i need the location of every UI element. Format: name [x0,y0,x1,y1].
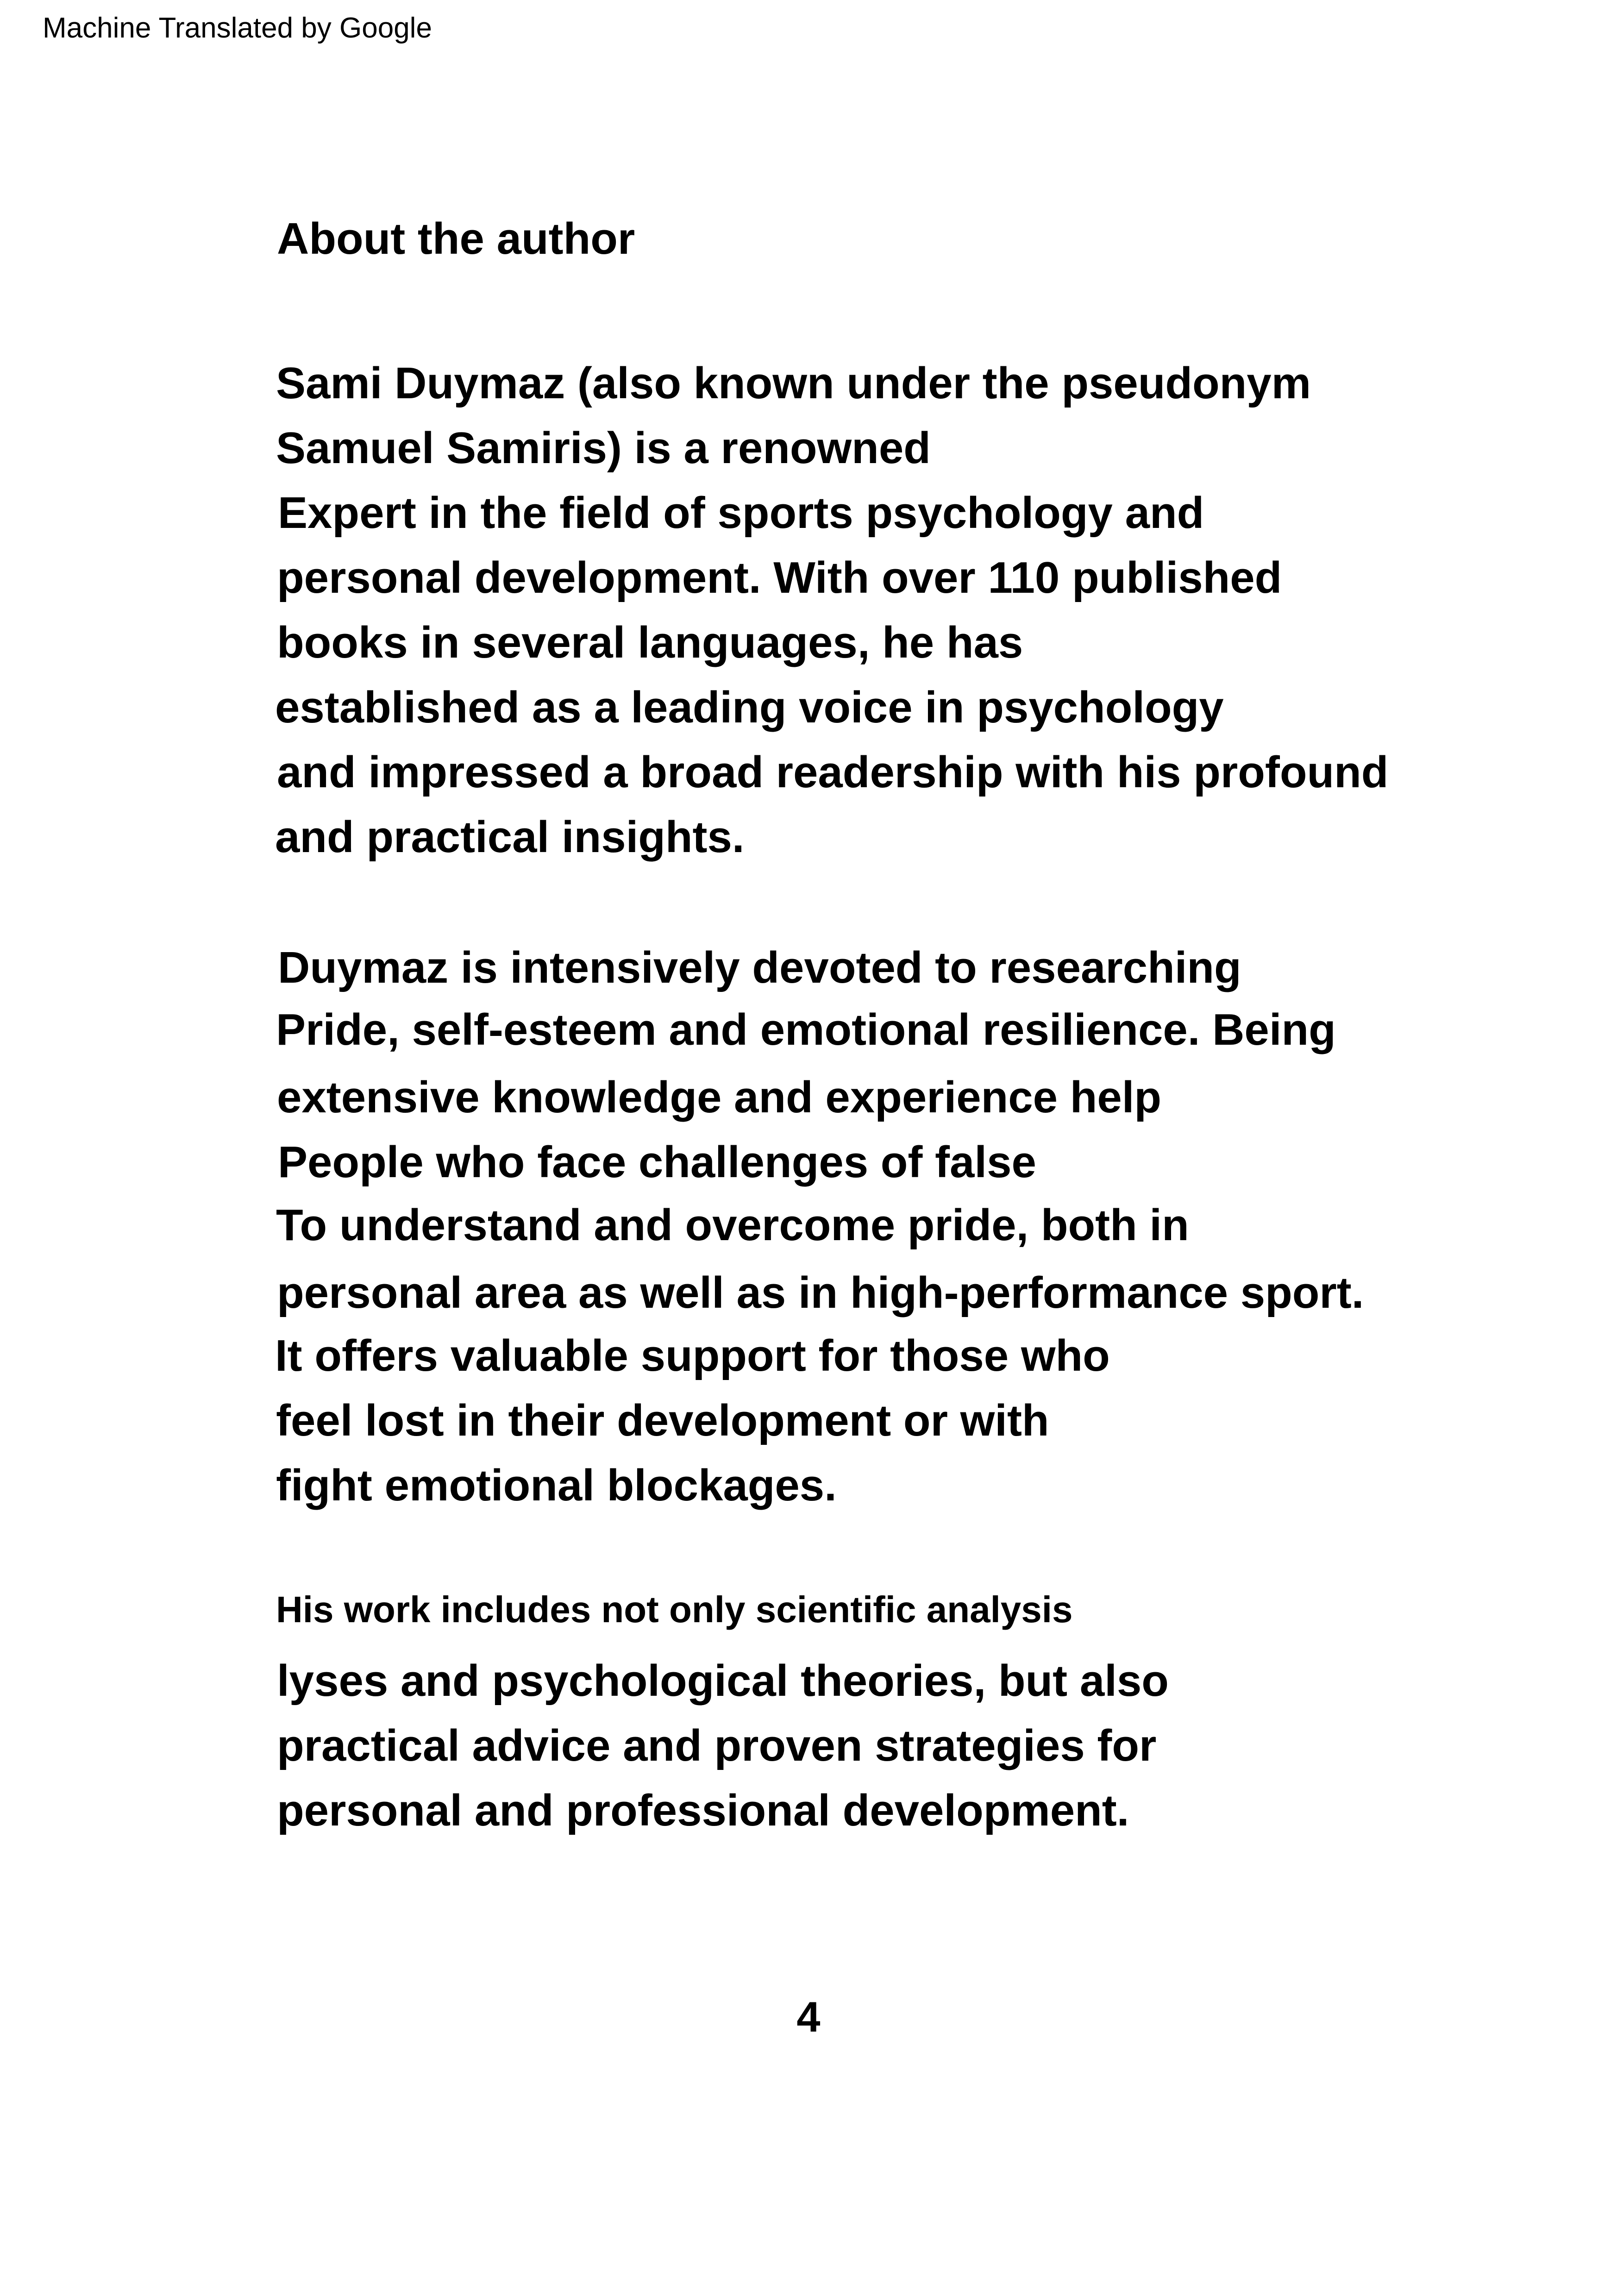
page-number: 4 [796,1994,821,2041]
paragraph-2-line-2: Pride, self-esteem and emotional resilience. Being [276,1005,1336,1054]
section-heading: About the author [277,214,635,263]
machine-translation-banner: Machine Translated by Google [43,12,432,44]
paragraph-1-line-6: established as a leading voice in psychology [275,683,1224,732]
paragraph-1-line-4: personal development. With over 110 published [277,553,1282,602]
paragraph-2-line-6: personal area as well as in high-performance sport. [277,1268,1364,1317]
paragraph-1-line-2: Samuel Samiris) is a renowned [276,423,931,473]
paragraph-2-line-8: feel lost in their development or with [276,1396,1049,1445]
paragraph-1-line-3: Expert in the field of sports psychology and [278,488,1204,538]
paragraph-3-line-4: personal and professional development. [277,1786,1129,1835]
paragraph-3-line-2: lyses and psychological theories, but also [277,1656,1169,1706]
paragraph-2-line-3: extensive knowledge and experience help [277,1073,1162,1122]
paragraph-2-line-9: fight emotional blockages. [276,1461,837,1510]
paragraph-3-line-3: practical advice and proven strategies for [277,1721,1157,1770]
paragraph-2-line-1: Duymaz is intensively devoted to researching [278,943,1241,992]
paragraph-1-line-5: books in several languages, he has [277,618,1023,667]
paragraph-1-line-1: Sami Duymaz (also known under the pseudonym [276,358,1311,408]
paragraph-2-line-5: To understand and overcome pride, both in [276,1200,1189,1250]
paragraph-2-line-4: People who face challenges of false [278,1137,1036,1187]
paragraph-3-line-1: His work includes not only scientific analysis [276,1589,1073,1630]
paragraph-2-line-7: It offers valuable support for those who [275,1331,1110,1380]
paragraph-1-line-8: and practical insights. [275,812,745,862]
paragraph-1-line-7: and impressed a broad readership with his profound [277,747,1389,797]
